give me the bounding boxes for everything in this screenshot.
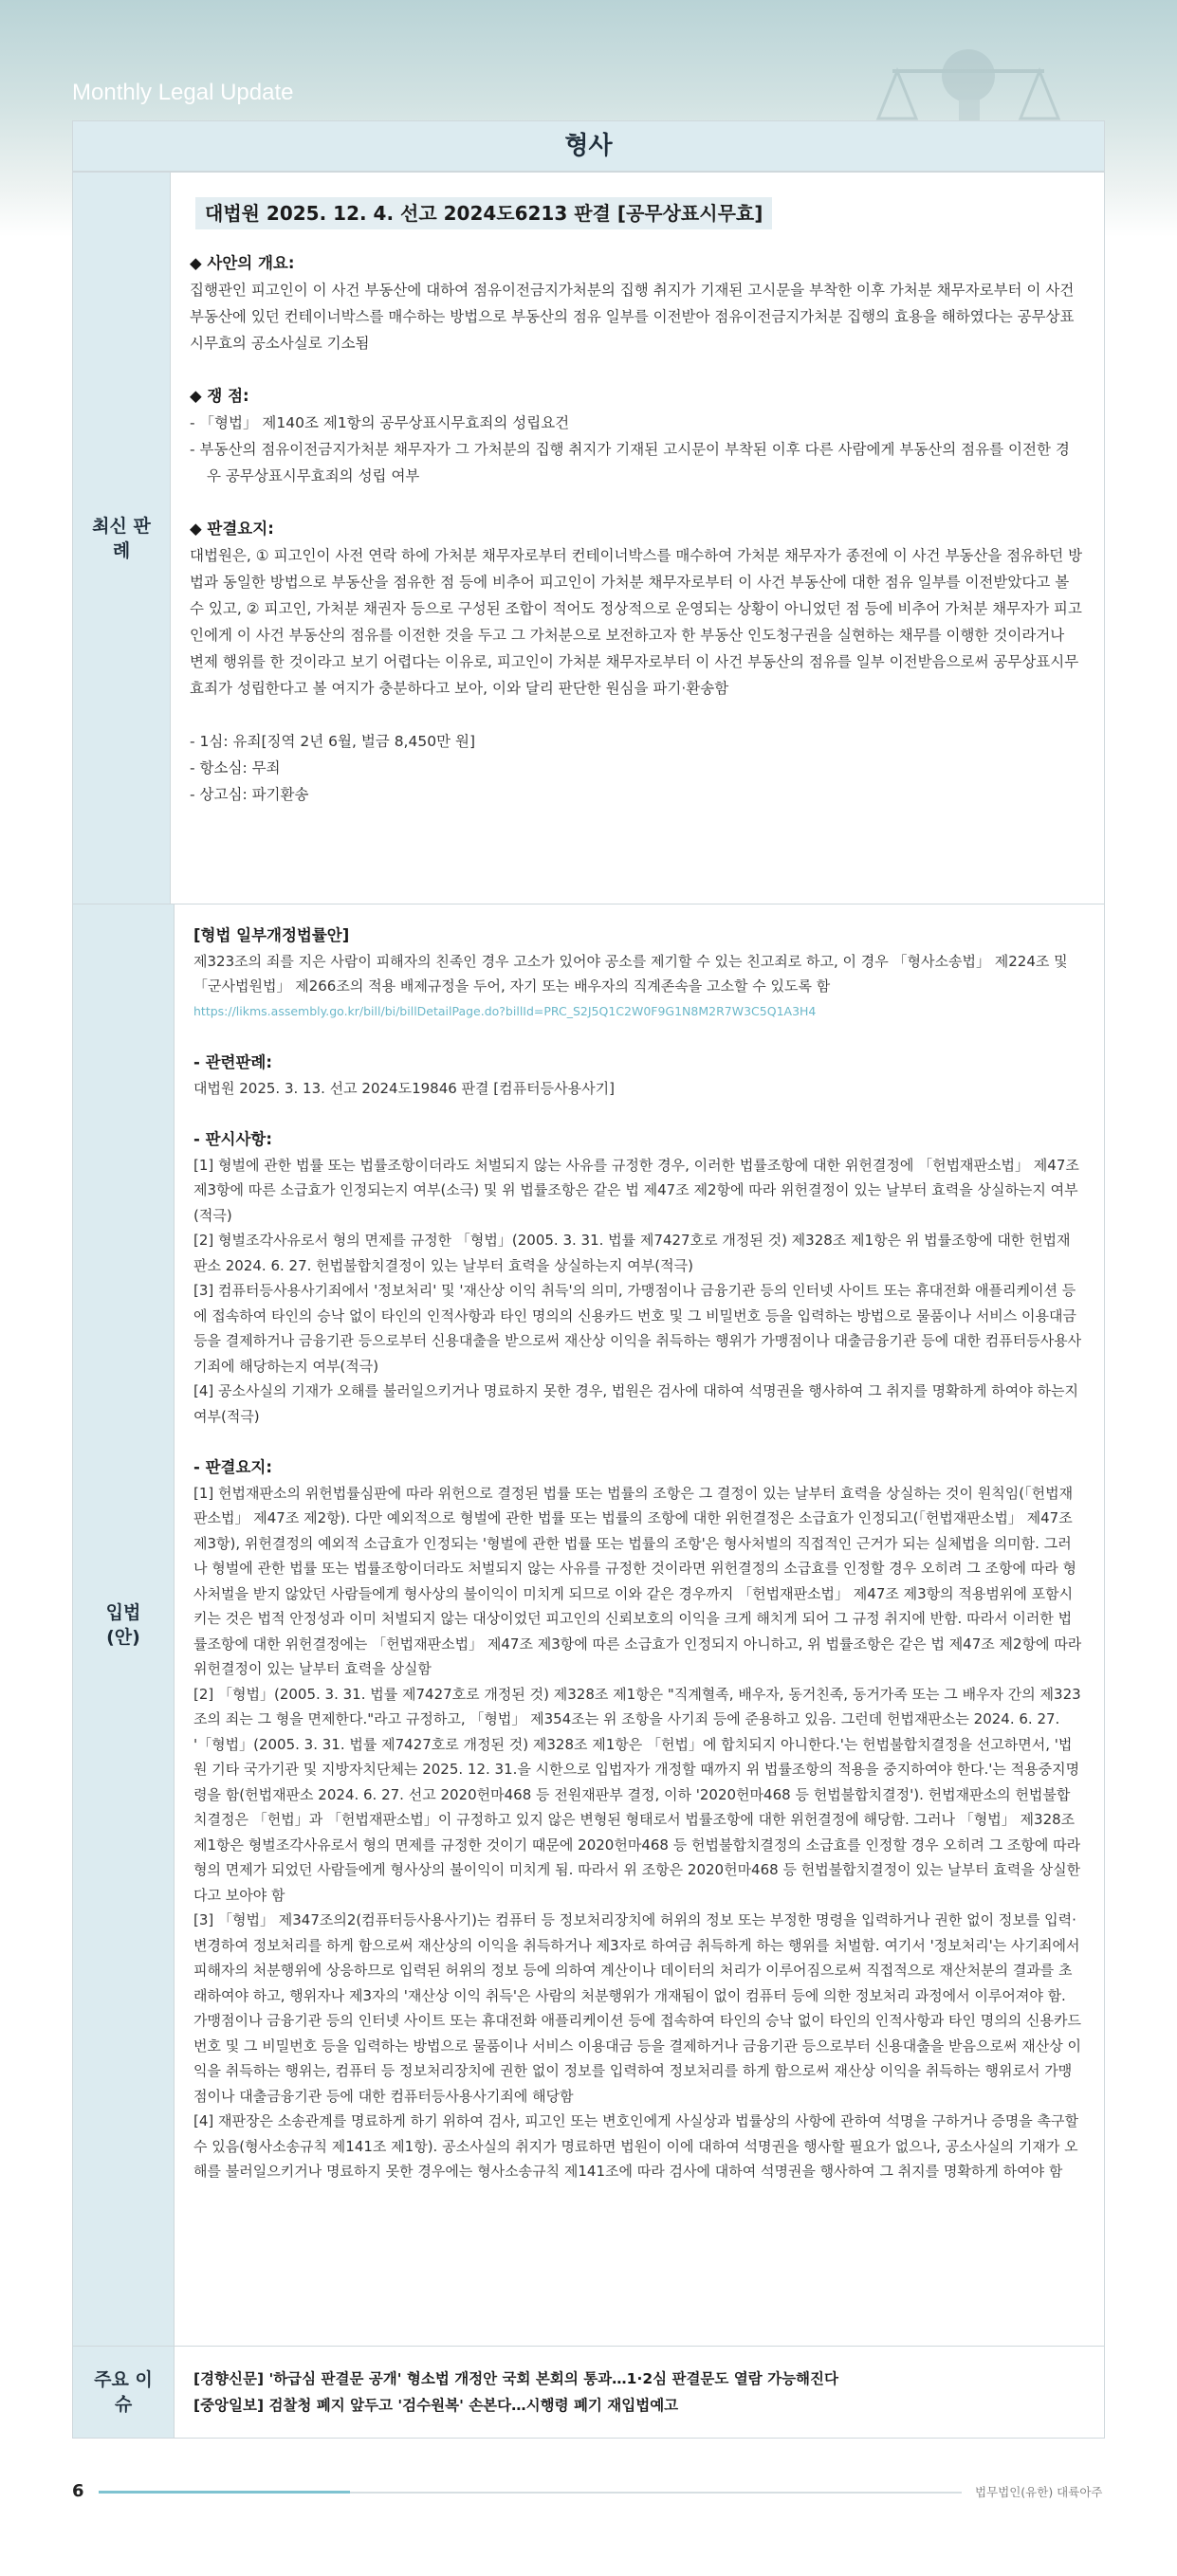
summary-item: [2] 「형법」(2005. 3. 31. 법률 제7427호로 개정된 것) 제328조 제1항은 "직계혈족, 배우자, 동거친족, 동거가족 또는 그 배우자 간의 제323조의 죄는 그 형을 면제한다."라고 규정하고, 「형법」 제354조는 위 조항을 사기죄 등에 준용하고 있음. 그런데 헌법재판소는 2024. 6. 27. '「형법」(2005. 3. 31. 법률 제7427호로 개정된 것) 제328조 제1항은 「헌법」에 합치되지 아니한다.'는 헌법불합치결정을 선고하면서, '법원 기타 국가기관 및 지방자치단체는 2025. 12. 31.을 시한으로 입법자가 개정할 때까지 위 법률조항의 적용을 중지하여야 한다.'는 적용중지명령을 함(헌법재판소 2024. 6. 27. 선고 2020헌마468 등 전원재판부 결정, 이하 '2020헌마468 등 헌법불합치결정'). 헌법재판소의 헌법불합치결정은 「헌법」과 「헌법재판소법」이 규정하고 있지 않은 변형된 형태로서 법률조항에 대한 위헌결정에 해당함. 그러나 「형법」 제328조 제1항은 형벌조각사유로서 형의 면제를 규정한 것이기 때문에 2020헌마468 등 헌법불합치결정의 소급효를 인정할 경우 오히려 그 조항에 따라 형의 면제가 되었던 사람들에게 형사상의 불이익이 미치게 됨. 따라서 위 조항은 2020헌마468 등 헌법불합치결정이 있는 날부터 효력을 상실한다고 보아야 함	[193, 1685, 1081, 1904]
matter-item: [2] 형벌조각사유로서 형의 면제를 규정한 「형법」(2005. 3. 31. 법률 제7427호로 개정된 것) 제328조 제1항은 위 법률조항에 대한 헌법재판소 2024. 6. 27. 헌법불합치결정이 있는 날부터 효력을 상실하는지 여부(적극)	[193, 1232, 1071, 1274]
news-item[interactable]: [중앙일보] 검찰청 폐지 앞두고 '검수원복' 손본다…시행령 폐기 재입법예고	[193, 2397, 679, 2414]
related-text: 대법원 2025. 3. 13. 선고 2024도19846 판결 [컴퓨터등사용사기]	[193, 1079, 615, 1097]
summary-item: [1] 헌법재판소의 위헌법률심판에 따라 위헌으로 결정된 법률 또는 법률의 조항은 그 결정이 있는 날부터 효력을 상실하는 것이 원칙임(「헌법재판소법」 제47조 제2항). 다만 예외적으로 형벌에 관한 법률 또는 법률의 조항에 대한 위헌결정은 소급효가 인정되고(「헌법재판소법」 제47조 제3항), 위헌결정의 예외적 소급효가 인정되는 '형벌에 관한 법률 또는 법률의 조항'은 형사처벌의 직접적인 근거가 되는 실체법을 의미함. 그러나 형벌에 관한 법률 또는 법률조항이더라도 처벌되지 않는 사유를 규정한 것이라면 위헌결정의 소급효를 인정할 경우 오히려 그 조항에 따라 형사처벌을 받지 않았던 사람들에게 형사상의 불이익이 미치게 되므로 이와 같은 경우까지 「헌법재판소법」 제47조 제3항의 적용범위에 포함시키는 것은 법적 안정성과 이미 처벌되지 않는 대상이었던 피고인의 신뢰보호의 이익을 크게 해치게 되어 그 규정 취지에 반함. 따라서 이러한 법률조항에 대한 위헌결정에는 「헌법재판소법」 제47조 제3항에 따른 소급효가 인정되지 아니하고, 위 법률조항은 같은 법 제47조 제2항에 따라 위헌결정이 있는 날부터 효력을 상실함	[193, 1484, 1082, 1677]
summary-item: [3] 「형법」 제347조의2(컴퓨터등사용사기)는 컴퓨터 등 정보처리장치에 허위의 정보 또는 부정한 명령을 입력하거나 권한 없이 정보를 입력·변경하여 정보처리를 하게 함으로써 재산상의 이익을 취득하거나 제3자로 하여금 취득하게 하는 행위를 처벌함. 여기서 '정보처리'는 사기죄에서 피해자의 처분행위에 상응하므로 입력된 허위의 정보 등에 의하여 계산이나 데이터의 처리가 이루어짐으로써 직접적으로 재산처분의 결과를 초래하여야 하고, 행위자나 제3자의 '재산상 이익 취득'은 사람의 처분행위가 개재됨이 없이 컴퓨터 등에 의한 정보처리 과정에서 이루어져야 함. 가맹점이나 금융기관 등의 인터넷 사이트 또는 휴대전화 애플리케이션 등에 접속하여 타인의 승낙 없이 타인의 인적사항과 타인 명의의 신용카드 번호 및 그 비밀번호 등을 입력하는 방법으로 물품이나 서비스 이용대금 등을 결제하거나 금융기관 등으로부터 신용대출을 받음으로써 재산상 이익을 취득하는 행위는, 컴퓨터 등 정보처리장치에 권한 없이 정보를 입력하여 정보처리를 하게 함으로써 재산상 이익을 취득하는 행위로서 가맹점이나 대출금융기관 등에 대한 컴퓨터등사용사기죄에 해당함	[193, 1911, 1081, 2105]
overview-heading: ◆ 사안의 개요:	[190, 254, 295, 272]
bill-text: 제323조의 죄를 지은 사람이 피해자의 친족인 경우 고소가 있어야 공소를 제기할 수 있는 친고죄로 하고, 이 경우 「형사소송법」 제224조 및 「군사법원법」 제266조의 적용 배제규정을 두어, 자기 또는 배우자의 직계존속을 고소할 수 있도록 함	[193, 952, 1068, 995]
matter-item: [1] 형벌에 관한 법률 또는 법률조항이더라도 처벌되지 않는 사유를 규정한 경우, 이러한 법률조항에 대한 위헌결정에 「헌법재판소법」 제47조 제3항에 따른 소급효가 인정되는지 여부(소극) 및 위 법률조항은 같은 법 제47조 제2항에 따라 위헌결정이 있는 날부터 효력을 상실하는지 여부(적극)	[193, 1156, 1079, 1224]
content-table	[72, 120, 1105, 2439]
legislation-summary-heading: - 판결요지:	[193, 1458, 272, 1476]
result-item: - 1심: 유죄[징역 2년 6월, 벌금 8,450만 원]	[190, 733, 475, 750]
issue-item: - 부동산의 점유이전금지가처분 채무자가 그 가처분의 집행 취지가 기재된 고시문이 부착된 이후 다른 사람에게 부동산의 점유를 이전한 경우 공무상표시무효죄의 성립 여부	[190, 441, 1070, 484]
matter-item: [3] 컴퓨터등사용사기죄에서 '정보처리' 및 '재산상 이익 취득'의 의미, 가맹점이나 금융기관 등의 인터넷 사이트 또는 휴대전화 애플리케이션 등에 접속하여 타인의 승낙 없이 타인의 인적사항과 타인 명의의 신용카드 번호 및 그 비밀번호 등을 입력하는 방법으로 물품이나 서비스 이용대금 등을 결제하거나 금융기관 등으로부터 신용대출을 받으로써 재산상 이익을 취득하는 행위가 가맹점이나 대출금융기관 등에 대한 컴퓨터등사용사기죄에 해당하는지 여부(적극)	[193, 1282, 1082, 1375]
page-number: 6	[72, 2481, 84, 2501]
matters-heading: - 판시사항:	[193, 1130, 272, 1148]
summary-item: [4] 재판장은 소송관계를 명료하게 하기 위하여 검사, 피고인 또는 변호인에게 사실상과 법률상의 사항에 관하여 석명을 구하거나 증명을 촉구할 수 있음(형사소송규칙 제141조 제1항). 공소사실의 취지가 명료하면 법원이 이에 대하여 석명권을 행사할 필요가 없으나, 공소사실의 기재가 오해를 불러일으키거나 명료하지 못한 경우에는 형사소송규칙 제141조에 따라 검사에 대하여 석명권을 행사하여 그 취지를 명확하게 하여야 함	[193, 2112, 1079, 2180]
row-issues	[73, 2346, 1104, 2438]
row-label-legislation: 입법 (안)	[73, 904, 175, 2346]
issues-content	[175, 2347, 1104, 2438]
summary-heading: ◆ 판결요지:	[190, 520, 274, 538]
row-recent-case	[73, 172, 1104, 904]
case-title: 대법원 2025. 12. 4. 선고 2024도6213 판결 [공무상표시무효]	[195, 197, 772, 229]
row-label-recent: 최신 판례	[73, 173, 171, 904]
bill-link[interactable]: https://likms.assembly.go.kr/bill/bi/billDetailPage.do?billId=PRC_S2J5Q1C2W0F9G1N8M2R7W3C5Q1A3H4	[193, 1003, 817, 1018]
footer-accent-line	[99, 2491, 350, 2494]
overview-text: 집행관인 피고인이 이 사건 부동산에 대하여 점유이전금지가처분의 집행 취지가 기재된 고시문을 부착한 이후 가처분 채무자로부터 이 사건 부동산에 있던 컨테이너박스를 매수하는 방법으로 부동산의 점유 일부를 이전받아 점유이전금지가처분 집행의 효용을 해하였다는 공무상표시무효의 공소사실로 기소됨	[190, 282, 1075, 352]
news-item[interactable]: [경향신문] '하급심 판결문 공개' 형소법 개정안 국회 본회의 통과…1·2심 판결문도 열람 가능해진다	[193, 2370, 838, 2387]
summary-text: 대법원은, ① 피고인이 사전 연락 하에 가처분 채무자로부터 컨테이너박스를 매수하여 가처분 채무자가 종전에 이 사건 부동산을 점유하던 방법과 동일한 방법으로 부동산을 점유한 점 등에 비추어 피고인이 가처분 채무자로부터 이 사건 부동산에 대한 점유 일부를 이전받았다고 볼 수 있고, ② 피고인, 가처분 채권자 등으로 구성된 조합이 적어도 정상적으로 운영되는 상황이 아니었던 점 등에 비추어 가처분 채무자가 피고인에게 이 사건 부동산의 점유를 이전한 것을 두고 그 가처분으로 보전하고자 한 부동산 인도청구권을 실현하는 채무를 이행한 것이라거나 변제 행위를 한 것이라고 보기 어렵다는 이유로, 피고인이 가처분 채무자로부터 이 사건 부동산의 점유를 일부 이전받음으로써 공무상표시무효죄가 성립한다고 볼 여지가 충분하다고 보아, 이와 달리 판단한 원심을 파기·환송함	[190, 547, 1083, 697]
result-item: - 상고심: 파기환송	[190, 786, 309, 803]
footer-firm-name: 법무법인(유한) 대륙아주	[975, 2485, 1103, 2499]
header-title: Monthly Legal Update	[72, 80, 294, 105]
matter-item: [4] 공소사실의 기재가 오해를 불러일으키거나 명료하지 못한 경우, 법원은 검사에 대하여 석명권을 행사하여 그 취지를 명확하게 하여야 하는지 여부(적극)	[193, 1382, 1079, 1425]
issue-item: - 「형법」 제140조 제1항의 공무상표시무효죄의 성립요건	[190, 414, 570, 431]
legislation-content	[175, 904, 1104, 2346]
result-item: - 항소심: 무죄	[190, 759, 281, 776]
recent-case-content	[171, 173, 1104, 904]
issues-heading: ◆ 쟁 점:	[190, 387, 249, 405]
row-label-issues: 주요 이슈	[73, 2347, 175, 2438]
section-title: 형사	[73, 121, 1104, 172]
related-heading: - 관련판례:	[193, 1053, 272, 1071]
row-legislation	[73, 904, 1104, 2346]
bill-heading: [형법 일부개정법률안]	[193, 926, 350, 944]
